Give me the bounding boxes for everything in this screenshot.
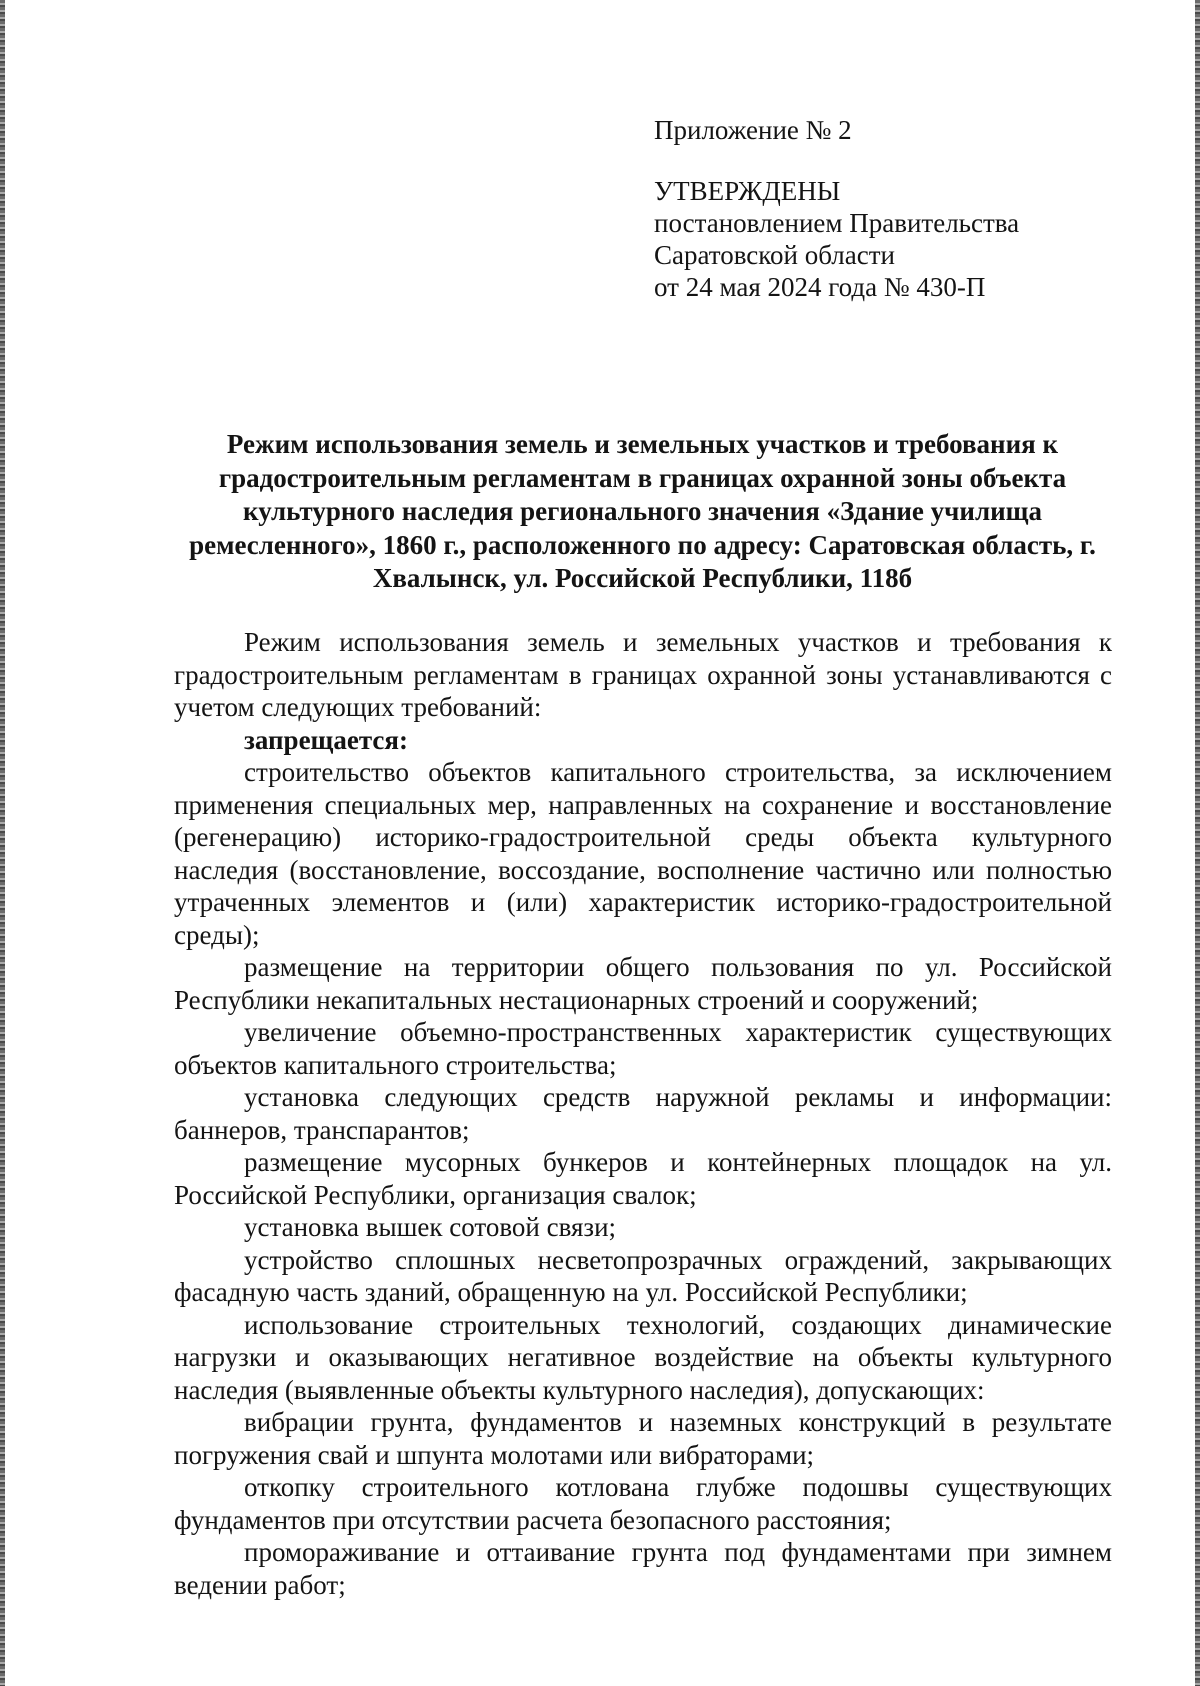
document-body [174,626,1112,1601]
list-item: вибрации грунта, фундаментов и наземных конструкций в результате погружения свай и шпунта молотами или вибраторами; [174,1407,1112,1470]
list-item: промораживание и оттаивание грунта под фундаментами при зимнем ведении работ; [174,1537,1112,1600]
approval-line-3: от 24 мая 2024 года № 430-П [654,272,986,302]
annex-number: Приложение № 2 [654,115,852,145]
document-title: Режим использования земель и земельных участков и требования к градостроительным регламентам в границах охранной зоны объекта культурного наследия регионального значения «Здание училища ремесленного», 1860 г., расположенного по адресу: Саратовская область, г. Хвалынск, ул. Российской Республики, 118б [189,429,1096,593]
approved-label: УТВЕРЖДЕНЫ [654,176,841,206]
list-item: устройство сплошных несветопрозрачных ограждений, закрывающих фасадную часть зданий, обращенную на ул. Российской Республики; [174,1244,1112,1307]
list-item: использование строительных технологий, создающих динамические нагрузки и оказывающих негативное воздействие на объекты культурного наследия (выявленные объекты культурного наследия), допускающих: [174,1309,1112,1405]
approval-block [654,114,1019,303]
approval-line-2: Саратовской области [654,240,895,270]
prohibited-heading: запрещается: [244,724,409,755]
list-item: размещение мусорных бункеров и контейнерных площадок на ул. Российской Республики, организация свалок; [174,1147,1112,1210]
scan-edge-left [0,0,5,1686]
list-item: строительство объектов капитального строительства, за исключением применения специальных мер, направленных на сохранение и восстановление (регенерацию) историко-градостроительной среды объекта культурного наследия (восстановление, воссоздание, восполнение частично или полностью утраченных элементов и (или) характеристик историко-градостроительной среды); [174,757,1112,950]
scan-edge-right [1195,0,1200,1686]
list-item: установка вышек сотовой связи; [244,1212,617,1242]
list-item: увеличение объемно-пространственных характеристик существующих объектов капитального строительства; [174,1017,1112,1080]
list-item: откопку строительного котлована глубже подошвы существующих фундаментов при отсутствии расчета безопасного расстояния; [174,1472,1112,1535]
list-item: установка следующих средств наружной рекламы и информации: баннеров, транспарантов; [174,1082,1112,1145]
intro-paragraph: Режим использования земель и земельных участков и требования к градостроительным регламентам в границах охранной зоны устанавливаются с учетом следующих требований: [174,627,1112,722]
approval-line-1: постановлением Правительства [654,208,1020,238]
list-item: размещение на территории общего пользования по ул. Российской Республики некапитальных нестационарных строений и сооружений; [174,952,1112,1015]
